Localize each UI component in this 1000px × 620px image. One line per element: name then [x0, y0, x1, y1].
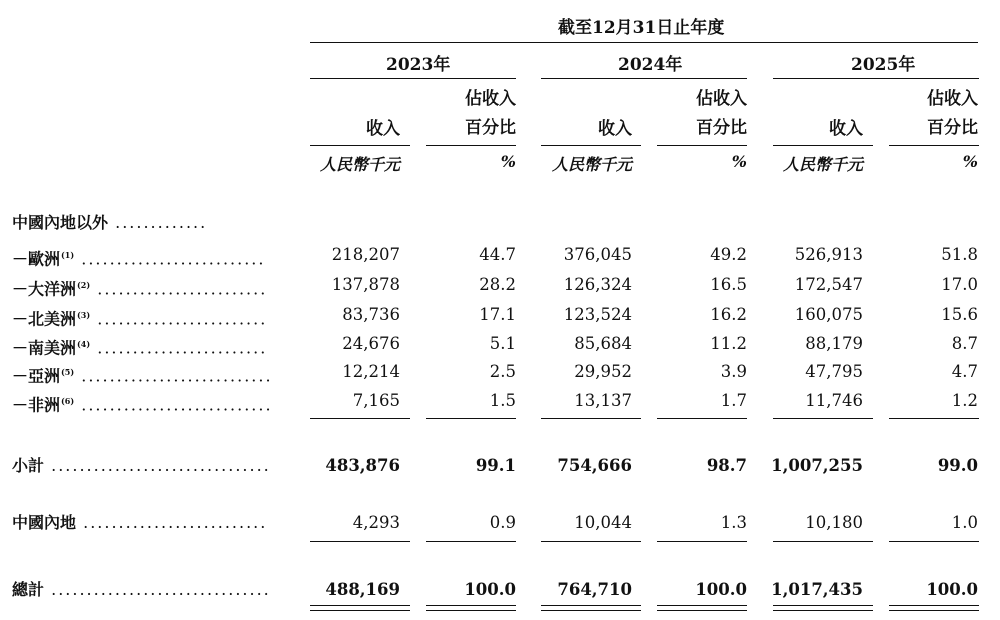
cell-revenue-2024: 754,666	[557, 456, 632, 475]
cell-pct-2025: 1.0	[951, 513, 978, 532]
cell-pct-2024: 98.7	[706, 456, 747, 475]
row-label-africa	[12, 390, 280, 416]
cell-revenue-2024: 13,137	[574, 391, 632, 410]
revenue-unit-2024: 人民幣千元	[551, 155, 632, 174]
leader-dots: ........................	[90, 338, 268, 358]
revenue-unit-2025: 人民幣千元	[782, 155, 863, 174]
cell-pct-2025: 100.0	[926, 580, 978, 599]
cell-revenue-2023: 137,878	[331, 275, 400, 294]
cell-pct-2023: 5.1	[489, 334, 516, 353]
total-rule	[889, 541, 979, 542]
cell-pct-2023: 17.1	[479, 305, 516, 324]
cell-pct-2024: 1.3	[720, 513, 747, 532]
revenue-unit-2023: 人民幣千元	[319, 155, 400, 174]
revenue-header-2023: 收入	[366, 119, 400, 139]
cell-pct-2023: 0.9	[489, 513, 516, 532]
year-2025-header: 2025年	[851, 55, 916, 75]
total-rule	[541, 541, 641, 542]
double-underline	[426, 605, 516, 611]
footnote-marker: (6)	[61, 396, 75, 406]
cell-pct-2024: 49.2	[710, 245, 747, 264]
leader-dots: ..........................	[74, 249, 266, 269]
revenue-header-2025: 收入	[829, 119, 863, 139]
double-underline	[773, 605, 873, 611]
cell-revenue-2025: 10,180	[805, 513, 863, 532]
footnote-marker: (2)	[77, 280, 91, 290]
row-label-total	[12, 579, 280, 601]
row-label-text: －非洲	[12, 395, 61, 415]
total-rule	[426, 541, 516, 542]
footnote-marker: (1)	[61, 250, 75, 260]
leader-dots: .............	[108, 213, 208, 232]
cell-revenue-2023: 7,165	[352, 391, 400, 410]
year-2024-header: 2024年	[618, 55, 683, 75]
year-2024-rule	[541, 78, 747, 79]
leader-dots: ...........................	[74, 366, 273, 386]
footnote-marker: (5)	[61, 367, 75, 377]
footnote-marker: (4)	[77, 339, 91, 349]
cell-pct-2023: 1.5	[489, 391, 516, 410]
cell-revenue-2023: 83,736	[342, 305, 400, 324]
cell-revenue-2025: 1,017,435	[771, 580, 863, 599]
cell-revenue-2024: 764,710	[557, 580, 632, 599]
cell-pct-2025: 1.2	[951, 391, 978, 410]
row-label-north-america	[12, 304, 280, 330]
pct-unit-2023: %	[500, 152, 516, 171]
cell-revenue-2023: 483,876	[325, 456, 400, 475]
pct-header-2024-line2: 百分比	[696, 118, 747, 138]
revenue-header-2024: 收入	[598, 119, 632, 139]
cell-pct-2023: 2.5	[489, 362, 516, 381]
pct-unit-2025: %	[962, 152, 978, 171]
cell-pct-2024: 16.5	[710, 275, 747, 294]
year-2023-rule	[310, 78, 516, 79]
pct-header-2025-line2: 百分比	[927, 118, 978, 138]
total-rule	[657, 541, 747, 542]
subtotal-rule	[773, 418, 873, 419]
cell-pct-2025: 17.0	[941, 275, 978, 294]
cell-revenue-2025: 526,913	[794, 245, 863, 264]
double-underline	[889, 605, 979, 611]
subtotal-rule	[426, 418, 516, 419]
cell-pct-2025: 8.7	[951, 334, 978, 353]
cell-revenue-2025: 172,547	[794, 275, 863, 294]
cell-revenue-2023: 24,676	[342, 334, 400, 353]
cell-pct-2023: 99.1	[475, 456, 516, 475]
total-rule	[773, 541, 873, 542]
cell-pct-2023: 28.2	[479, 275, 516, 294]
row-label-outside-mainland	[12, 212, 280, 234]
period-title-rule	[310, 42, 978, 43]
cell-revenue-2025: 1,007,255	[771, 456, 863, 475]
row-label-text: －南美洲	[12, 338, 77, 358]
cell-revenue-2024: 85,684	[574, 334, 632, 353]
double-underline	[310, 605, 410, 611]
cell-revenue-2024: 29,952	[574, 362, 632, 381]
cell-revenue-2023: 12,214	[342, 362, 400, 381]
year-2023-header: 2023年	[386, 55, 451, 75]
pct-header-2024-line1: 佔收入	[696, 89, 747, 109]
cell-pct-2024: 11.2	[710, 334, 747, 353]
row-label-text: 中國內地以外	[12, 213, 109, 232]
cell-revenue-2025: 160,075	[794, 305, 863, 324]
cell-revenue-2025: 47,795	[805, 362, 863, 381]
cell-revenue-2024: 126,324	[563, 275, 632, 294]
leader-dots: ...........................	[74, 395, 273, 415]
col-rule	[426, 145, 516, 146]
cell-pct-2024: 100.0	[695, 580, 747, 599]
col-rule	[541, 145, 641, 146]
row-label-text: －歐洲	[12, 249, 61, 269]
cell-pct-2025: 4.7	[951, 362, 978, 381]
footnote-marker: (3)	[77, 310, 91, 320]
subtotal-rule	[657, 418, 747, 419]
subtotal-rule	[310, 418, 410, 419]
leader-dots: ...............................	[44, 580, 271, 599]
pct-header-2023-line1: 佔收入	[465, 89, 516, 109]
total-rule	[310, 541, 410, 542]
cell-pct-2025: 15.6	[941, 305, 978, 324]
col-rule	[773, 145, 873, 146]
cell-pct-2023: 44.7	[479, 245, 516, 264]
cell-revenue-2024: 123,524	[563, 305, 632, 324]
cell-revenue-2023: 488,169	[325, 580, 400, 599]
col-rule	[657, 145, 747, 146]
year-2025-rule	[773, 78, 979, 79]
row-label-text: 中國內地	[12, 513, 77, 532]
row-label-subtotal	[12, 455, 280, 477]
cell-revenue-2023: 218,207	[331, 245, 400, 264]
row-label-oceania	[12, 274, 280, 300]
cell-revenue-2024: 10,044	[574, 513, 632, 532]
period-title: 截至12月31日止年度	[558, 18, 725, 38]
leader-dots: ...............................	[44, 456, 271, 475]
cell-pct-2023: 100.0	[464, 580, 516, 599]
leader-dots: ........................	[90, 309, 268, 329]
col-rule	[889, 145, 979, 146]
pct-header-2023-line2: 百分比	[465, 118, 516, 138]
cell-revenue-2024: 376,045	[563, 245, 632, 264]
cell-pct-2024: 1.7	[720, 391, 747, 410]
cell-revenue-2025: 88,179	[805, 334, 863, 353]
cell-pct-2024: 3.9	[720, 362, 747, 381]
cell-pct-2025: 99.0	[937, 456, 978, 475]
cell-revenue-2023: 4,293	[352, 513, 400, 532]
cell-revenue-2025: 11,746	[805, 391, 863, 410]
row-label-asia	[12, 361, 280, 387]
double-underline	[657, 605, 747, 611]
row-label-mainland	[12, 512, 280, 534]
col-rule	[310, 145, 410, 146]
double-underline	[541, 605, 641, 611]
row-label-text: 小計	[12, 456, 45, 475]
pct-header-2025-line1: 佔收入	[927, 89, 978, 109]
row-label-text: －大洋洲	[12, 279, 77, 299]
row-label-europe	[12, 244, 280, 270]
row-label-south-america	[12, 333, 280, 359]
leader-dots: ..........................	[76, 513, 268, 532]
pct-unit-2024: %	[731, 152, 747, 171]
subtotal-rule	[541, 418, 641, 419]
row-label-text: 總計	[12, 580, 45, 599]
leader-dots: ........................	[90, 279, 268, 299]
row-label-text: －亞洲	[12, 366, 61, 386]
subtotal-rule	[889, 418, 979, 419]
row-label-text: －北美洲	[12, 309, 77, 329]
cell-pct-2025: 51.8	[941, 245, 978, 264]
cell-pct-2024: 16.2	[710, 305, 747, 324]
